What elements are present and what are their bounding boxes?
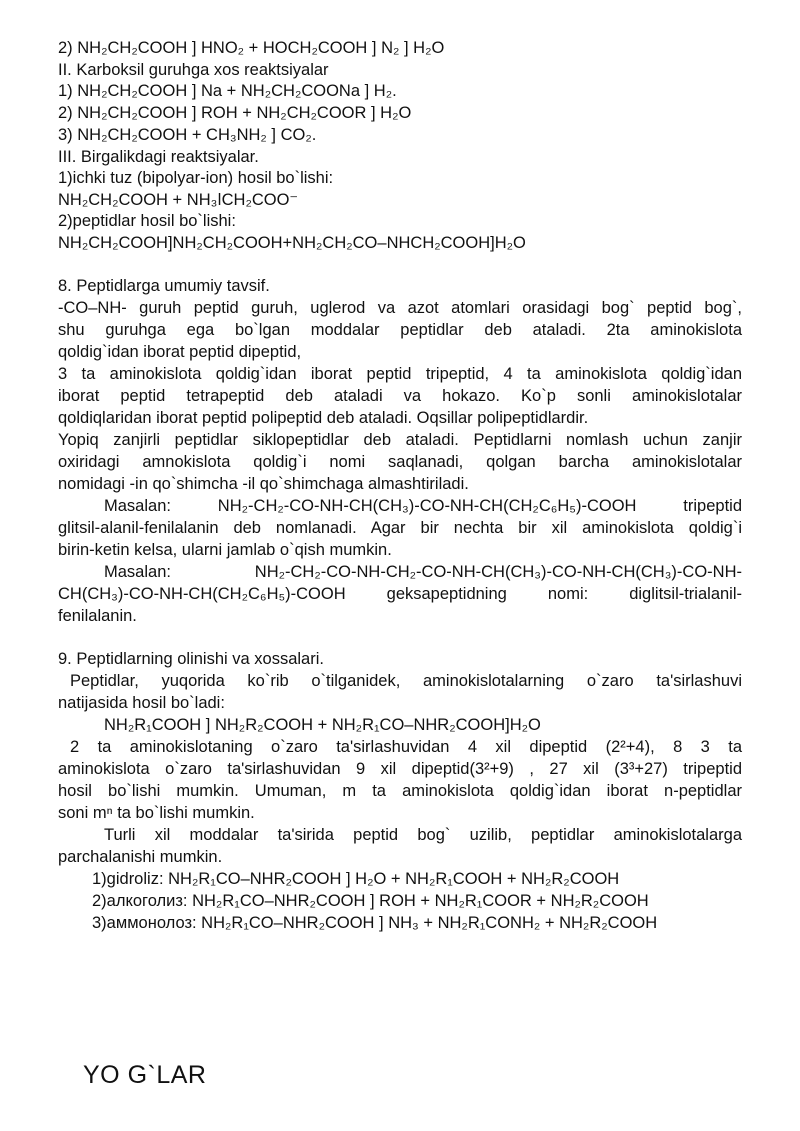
paragraph-line: parchalanishi mumkin. [58, 848, 223, 866]
section-heading: 8. Peptidlarga umumiy tavsif. [58, 277, 270, 295]
example-line: Masalan: NH₂-CH₂-CO-NH-CH₂-CO-NH-CH(CH₃)-CO-NH-CH(CH₃)-CO-NH- [104, 563, 742, 581]
paragraph-line: glitsil-alanil-fenilalanin deb nomlanadi. Agar bir nechta bir xil aminokislota qoldig`i [58, 519, 742, 537]
paragraph-line: Peptidlar, yuqorida ko`rib o`tilganidek, aminokislotalarning o`zaro ta'sirlashuvi [70, 672, 742, 690]
reaction-line: 2)алкоголиз: NH₂R₁CO–NHR₂COOH ] ROH + NH₂R₁COOR + NH₂R₂COOH [92, 892, 649, 910]
paragraph-line: oxiridagi amnokislota qoldig`i nomi saqlanadi, qolgan barcha aminokislotalar [58, 453, 742, 471]
reaction-line: NH₂CH₂COOH]NH₂CH₂COOH+NH₂CH₂CO–NHCH₂COOH]H₂O [58, 234, 526, 252]
section-heading: 9. Peptidlarning olinishi va xossalari. [58, 650, 324, 668]
paragraph-line: qoldiqlaridan iborat peptid polipeptid deb ataladi. Oqsillar polipeptidlardir. [58, 409, 589, 427]
reaction-line: 3)аммонолоз: NH₂R₁CO–NHR₂COOH ] NH₃ + NH₂R₁CONH₂ + NH₂R₂COOH [92, 914, 658, 932]
reaction-line: 3) NH₂CH₂COOH + CH₃NH₂ ] CO₂. [58, 126, 317, 144]
reaction-line: 1)gidroliz: NH₂R₁CO–NHR₂COOH ] H₂O + NH₂R₁COOH + NH₂R₂COOH [92, 870, 620, 888]
example-line: Masalan: NH₂-CH₂-CO-NH-CH(CH₃)-CO-NH-CH(CH₂C₆H₅)-COOH tripeptid [104, 497, 742, 515]
paragraph-line: qoldig`idan iborat peptid dipeptid, [58, 343, 302, 361]
paragraph-line: hosil bo`lishi mumkin. Umuman, m ta aminokislota qoldig`idan iborat n-peptidlar [58, 782, 742, 800]
paragraph-line: 2 ta aminokislotaning o`zaro ta'sirlashuvidan 4 xil dipeptid (2²+4), 8 3 ta [70, 738, 742, 756]
paragraph-line: Turli xil moddalar ta'sirida peptid bog` uzilib, peptidlar aminokislotalarga [104, 826, 742, 844]
paragraph-line: birin-ketin kelsa, ularni jamlab o`qish mumkin. [58, 541, 392, 559]
paragraph-line: CH(CH₃)-CO-NH-CH(CH₂C₆H₅)-COOH geksapeptidning nomi: diglitsil-trialanil- [58, 585, 742, 603]
subsection-heading: III. Birgalikdagi reaktsiyalar. [58, 148, 259, 166]
paragraph-line: shu guruhga ega bo`lgan moddalar peptidlar deb ataladi. 2ta aminokislota [58, 321, 742, 339]
section-title: YO G`LAR [83, 1061, 207, 1089]
reaction-line: NH₂CH₂COOH + NH₃ǀCH₂COO⁻ [58, 191, 299, 209]
text-line: 1)ichki tuz (bipolyar-ion) hosil bo`lishi: [58, 169, 334, 187]
reaction-line: 1) NH₂CH₂COOH ] Na + NH₂CH₂COONa ] H₂. [58, 82, 397, 100]
paragraph-line: Yopiq zanjirli peptidlar siklopeptidlar deb ataladi. Peptidlarni nomlash uchun zanjir [58, 431, 742, 449]
paragraph-line: fenilalanin. [58, 607, 137, 625]
paragraph-line: nomidagi -in qo`shimcha -il qo`shimchaga almashtiriladi. [58, 475, 469, 493]
reaction-line: 2) NH₂CH₂COOH ] ROH + NH₂CH₂COOR ] H₂O [58, 104, 412, 122]
paragraph-line: iborat peptid tetrapeptid deb ataladi va hokazo. Ko`p sonli aminokislotalar [58, 387, 742, 405]
paragraph-line: aminokislota o`zaro ta'sirlashuvidan 9 xil dipeptid(3²+9) , 27 xil (3³+27) tripeptid [58, 760, 742, 778]
subsection-heading: II. Karboksil guruhga xos reaktsiyalar [58, 61, 329, 79]
reaction-line: 2) NH₂CH₂COOH ] HNO₂ + HOCH₂COOH ] N₂ ] H₂O [58, 39, 445, 57]
paragraph-line: soni mⁿ ta bo`lishi mumkin. [58, 804, 255, 822]
paragraph-line: -CO–NH- guruh peptid guruh, uglerod va azot atomlari orasidagi bog` peptid bog`, [58, 299, 742, 317]
paragraph-line: natijasida hosil bo`ladi: [58, 694, 225, 712]
reaction-line: NH₂R₁COOH ] NH₂R₂COOH + NH₂R₁CO–NHR₂COOH]H₂O [104, 716, 541, 734]
text-line: 2)peptidlar hosil bo`lishi: [58, 212, 236, 230]
paragraph-line: 3 ta aminokislota qoldig`idan iborat peptid tripeptid, 4 ta aminokislota qoldig`idan [58, 365, 742, 383]
